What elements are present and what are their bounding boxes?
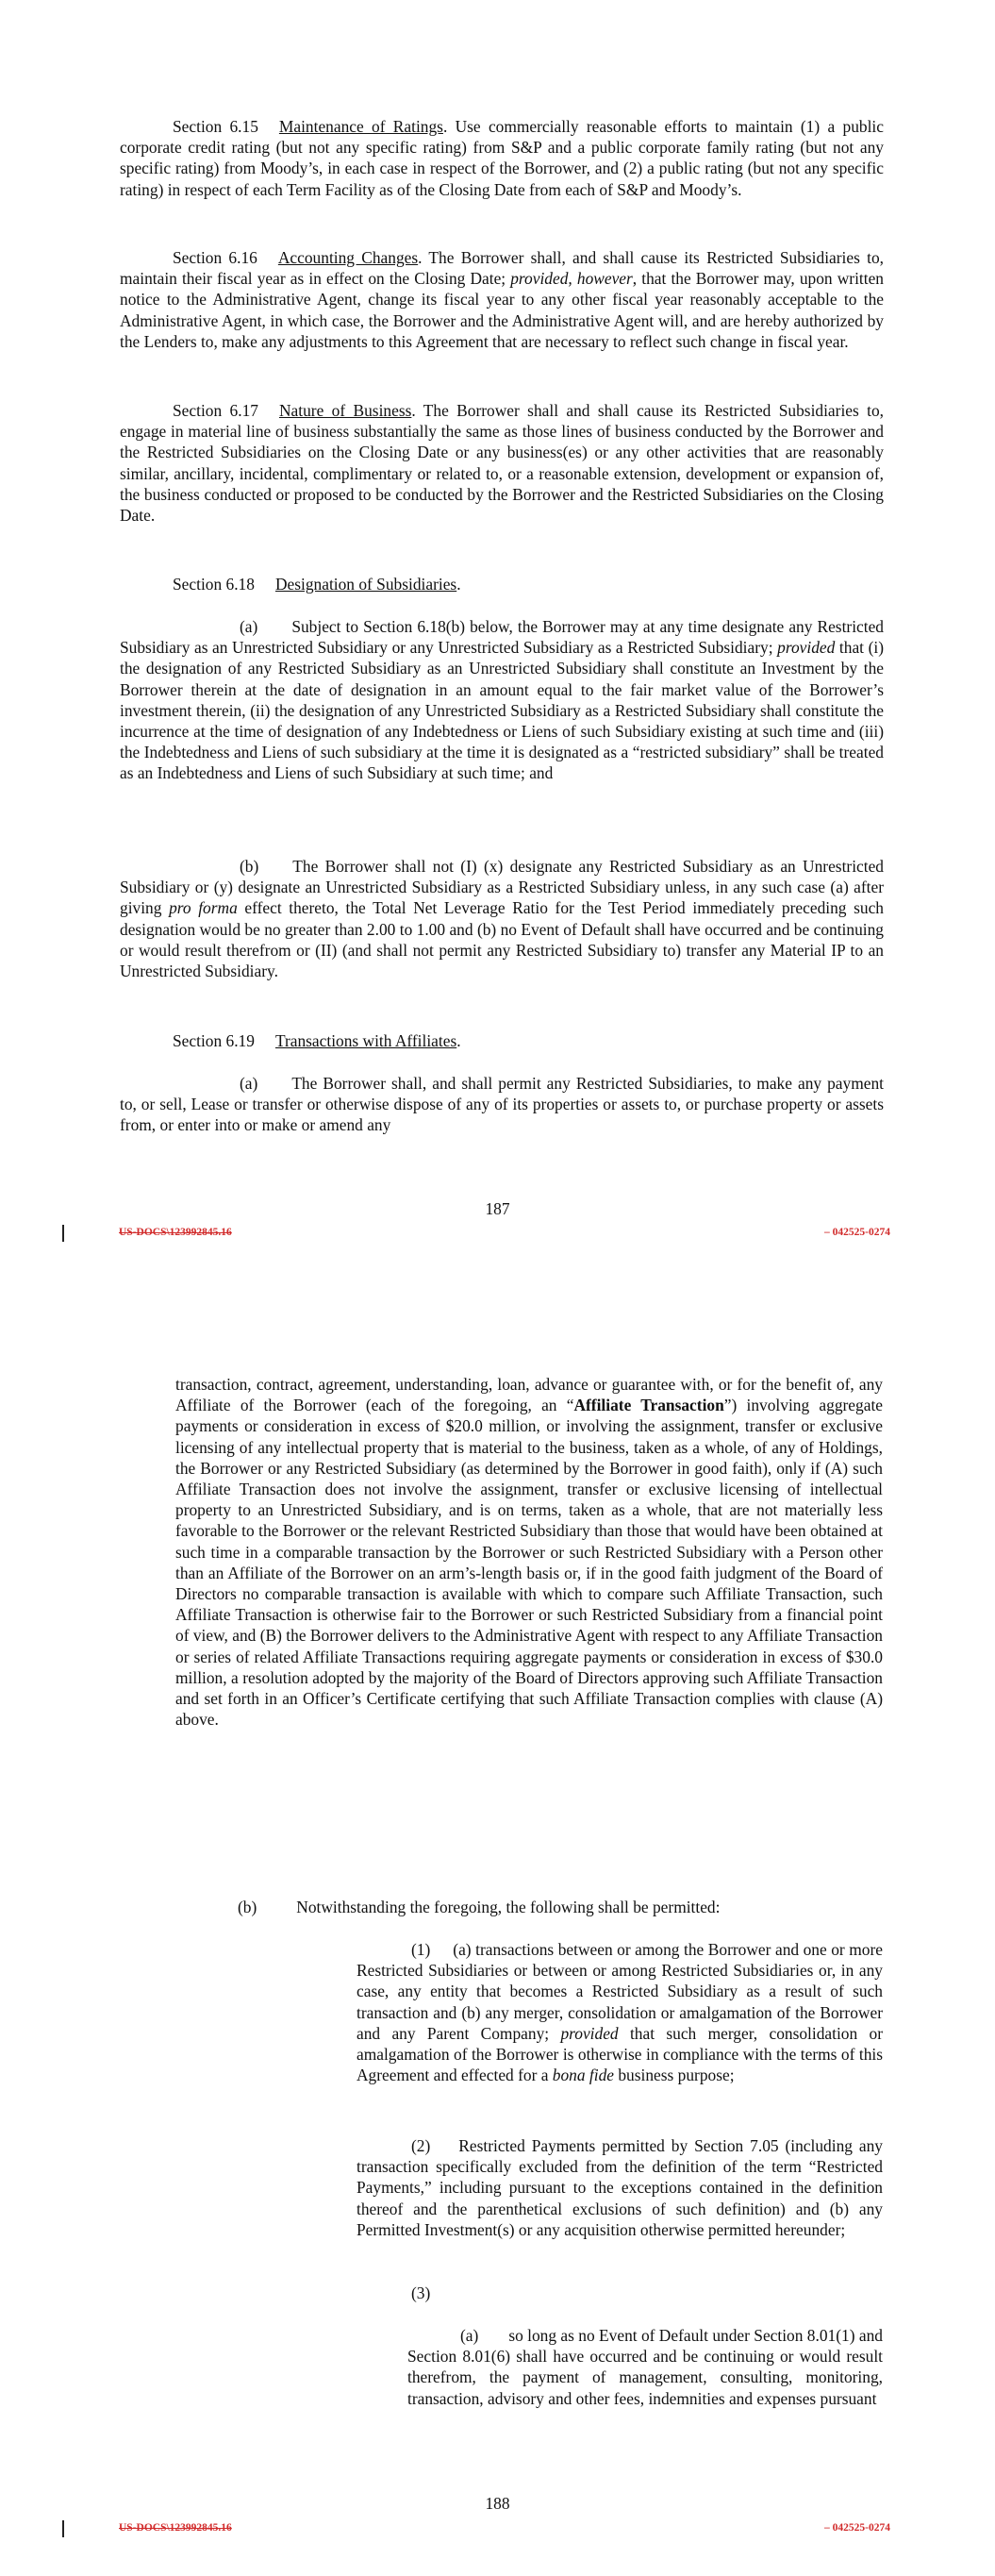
section-6-18-b-italic: pro forma [169,898,238,918]
section-6-15-body: . Use commercially reasonable efforts to maintain (1) a public corporate credit rating (but not any specific rating) from S&P and a public corporate family rating (but not any specific rating) from Moody’s, in each case in respect of the Borrower, and (2) a public rating (but not any specific rating) in respect of each Term Facility as of the Closing Date from each of S&P and Moody’s. [120,117,884,199]
section-6-18-a [120,616,884,784]
section-6-18-b [120,856,884,981]
section-6-18-a-label: (a) [240,617,258,636]
section-6-19-a-body: The Borrower shall, and shall permit any Restricted Subsidiaries, to make any payment to, or sell, Lease or transfer or otherwise dispose of any of its properties or assets to, or purchase property or assets from, or enter into or make or amend any [120,1074,884,1135]
permitted-item-3-a [407,2325,883,2409]
permitted-item-1 [357,1939,883,2085]
document-page-187 [0,0,995,1255]
document-page-188 [0,1255,995,2576]
section-6-17 [120,400,884,526]
section-6-16-italic: provided, however [510,269,633,289]
section-6-19-a-label: (a) [240,1074,258,1093]
item-3-a-body: so long as no Event of Default under Section 8.01(1) and Section 8.01(6) shall have occurred and be continuing or would result therefrom, the payment of management, consulting, monitoring, transaction, advisory and other fees, indemnities and expenses pursuant [407,2326,883,2408]
section-6-18-a-body-2: that (i) the designation of any Restricted Subsidiary as an Unrestricted Subsidiary shall constitute an Investment by the Borrower therein at the date of designation in an amount equal to the fair market value of the Borrower’s investment therein, (ii) the designation of any Unrestricted Subsidiary as a Restricted Subsidiary shall constitute the incurrence at the time of designation of any Indebtedness or Liens of such Subsidiary existing at such time and (iii) the Indebtedness and Liens of such subsidiary at the time it is designated as a “restricted subsidiary” shall be treated as an Indebtedness and Liens of such Subsidiary at such time; and [120,638,884,783]
item-1-italic: provided [560,2023,619,2043]
page-footer [62,1227,890,1242]
page-number: 188 [485,2494,510,2513]
footer-doc-id: US-DOCS\123992845.16 [119,1227,232,1238]
section-6-19-title-period: . [456,1031,461,1050]
section-6-15 [120,116,884,200]
section-6-19-a [120,1073,884,1136]
revision-bar [62,2520,64,2537]
section-6-17-body: . The Borrower shall and shall cause its Restricted Subsidiaries to, engage in material line of business substantially the same as those lines of business conducted by the Borrower and the Restricted Subsidiaries on the Closing Date or any business(es) or any other activities that are reasonably similar, ancillary, incidental, complimentary or related to, or a reasonable extension, development or expansion of, the business conducted or proposed to be conducted by the Borrower and the Restricted Subsidiaries on the Closing Date. [120,401,884,526]
section-6-18-b-body-1: The Borrower shall not (I) (x) designate any Restricted Subsidiary as an Unrestricted Subsidiary or (y) designate an Unrestricted Subsidiary as a Restricted Subsidiary unless, in any such case (a) after giving [120,857,884,918]
item-1-label: (1) [411,1940,431,1959]
page-number: 187 [485,1199,510,1218]
section-6-18-title-period: . [456,575,461,594]
section-6-19-b-label: (b) [238,1898,257,1916]
section-6-18-lead: Section 6.18 [173,575,255,594]
permitted-item-3 [357,2283,883,2303]
section-6-18-a-body-1: Subject to Section 6.18(b) below, the Borrower may at any time designate any Restricted Subsidiary as an Unrestricted Subsidiary or any Unrestricted Subsidiary as a Restricted Subsidiary; [120,617,884,658]
item-3-a-label: (a) [460,2326,479,2345]
item-2-body: Restricted Payments permitted by Section 7.05 (including any transaction specifically excluded from the definition of the term “Restricted Payments,” including pursuant to the exceptions contained in the definition thereof and the parenthetical exclusions of such definition) and (b) any Permitted Investment(s) or any acquisition otherwise permitted hereunder; [357,2136,883,2239]
affiliate-transaction-term: Affiliate Transaction [573,1396,724,1415]
section-6-18-b-label: (b) [240,857,259,876]
footer-doc-id: US-DOCS\123992845.16 [119,2522,232,2534]
item-1-body-3: business purpose; [614,2066,735,2085]
section-6-17-lead: Section 6.17 [173,401,258,420]
continuation-text-1: transaction, contract, agreement, understanding, loan, advance or guarantee with, or for the benefit of, any Affiliate of the Borrower (each of the foregoing, an “ [175,1375,883,1415]
section-6-19-b-body: Notwithstanding the foregoing, the following shall be permitted: [296,1898,721,1916]
footer-matter-number: – 042525-0274 [824,1227,890,1238]
section-6-18-heading [120,574,884,594]
section-6-16-body-1: . The Borrower shall, and shall cause its Restricted Subsidiaries to, maintain their fiscal year as in effect on the Closing Date; [120,248,884,289]
section-6-16 [120,247,884,352]
section-6-16-body-2: , that the Borrower may, upon written notice to the Administrative Agent, change its fiscal year to any other fiscal year reasonably acceptable to the Administrative Agent, in which case, the Borrower and the Administrative Agent will, and are hereby authorized by the Lenders to, make any adjustments to this Agreement that are necessary to reflect such change in fiscal year. [120,269,884,351]
page-footer [62,2522,890,2537]
permitted-item-2 [357,2135,883,2240]
item-1-body-2: that such merger, consolidation or amalgamation of the Borrower is otherwise in compliance with the terms of this Agreement and effected for a [357,2023,884,2085]
section-6-19-heading [120,1030,884,1051]
section-6-18-a-italic: provided [777,638,836,658]
affiliate-transaction-continuation [175,1374,883,1730]
continuation-text-2: ”) involving aggregate payments or consideration in excess of $20.0 million, or involving the assignment, transfer or exclusive licensing of any intellectual property that is material to the business, taken as a whole, of any of Holdings, the Borrower or any Restricted Subsidiary (as determined by the Borrower in good faith), only if (A) such Affiliate Transaction does not involve the assignment, transfer or exclusive licensing of intellectual property to an Unrestricted Subsidiary, and is on terms, taken as a whole, that are not materially less favorable to the Borrower or the relevant Restricted Subsidiary than those that would have been obtained at such time in a comparable transaction by the Borrower or such Restricted Subsidiary with a Person other than an Affiliate of the Borrower on an arm’s-length basis or, if in the good faith judgment of the Board of Directors no comparable transaction is available with which to compare such Affiliate Transaction, such Affiliate Transaction is otherwise fair to the Borrower or such Restricted Subsidiary from a financial point of view, and (B) the Borrower delivers to the Administrative Agent with respect to any Affiliate Transaction or series of related Affiliate Transactions requiring aggregate payments or consideration in excess of $30.0 million, a resolution adopted by the majority of the Board of Directors approving such Affiliate Transaction and set forth in an Officer’s Certificate certifying that such Affiliate Transaction complies with clause (A) above. [175,1396,883,1730]
section-6-15-title: Maintenance of Ratings [278,117,443,136]
section-6-15-lead: Section 6.15 [173,117,258,136]
section-6-16-title: Accounting Changes [277,248,419,267]
section-6-16-lead: Section 6.16 [173,248,257,267]
section-6-19-title: Transactions with Affiliates [274,1031,457,1050]
item-3-label: (3) [411,2283,431,2302]
item-1-body-1: (a) transactions between or among the Borrower and one or more Restricted Subsidiaries or between or among Restricted Subsidiaries or, in any case, any entity that becomes a Restricted Subsidiary as a result of such transaction and (b) any merger, consolidation or amalgamation of the Borrower and any Parent Company; [357,1940,883,2043]
item-1-italic-2: bona fide [552,2066,614,2085]
section-6-19-b [238,1897,883,1917]
revision-bar [62,1225,64,1242]
section-6-17-title: Nature of Business [278,401,412,420]
section-6-18-title: Designation of Subsidiaries [274,575,457,594]
section-6-18-b-body-2: effect thereto, the Total Net Leverage Ratio for the Test Period immediately preceding such designation would be no greater than 2.00 to 1.00 and (b) no Event of Default shall have occurred and be continuing or would result therefrom or (II) (and shall not permit any Restricted Subsidiary to) transfer any Material IP to an Unrestricted Subsidiary. [120,898,884,981]
item-2-label: (2) [411,2136,431,2155]
section-6-19-lead: Section 6.19 [173,1031,255,1050]
footer-matter-number: – 042525-0274 [824,2522,890,2534]
